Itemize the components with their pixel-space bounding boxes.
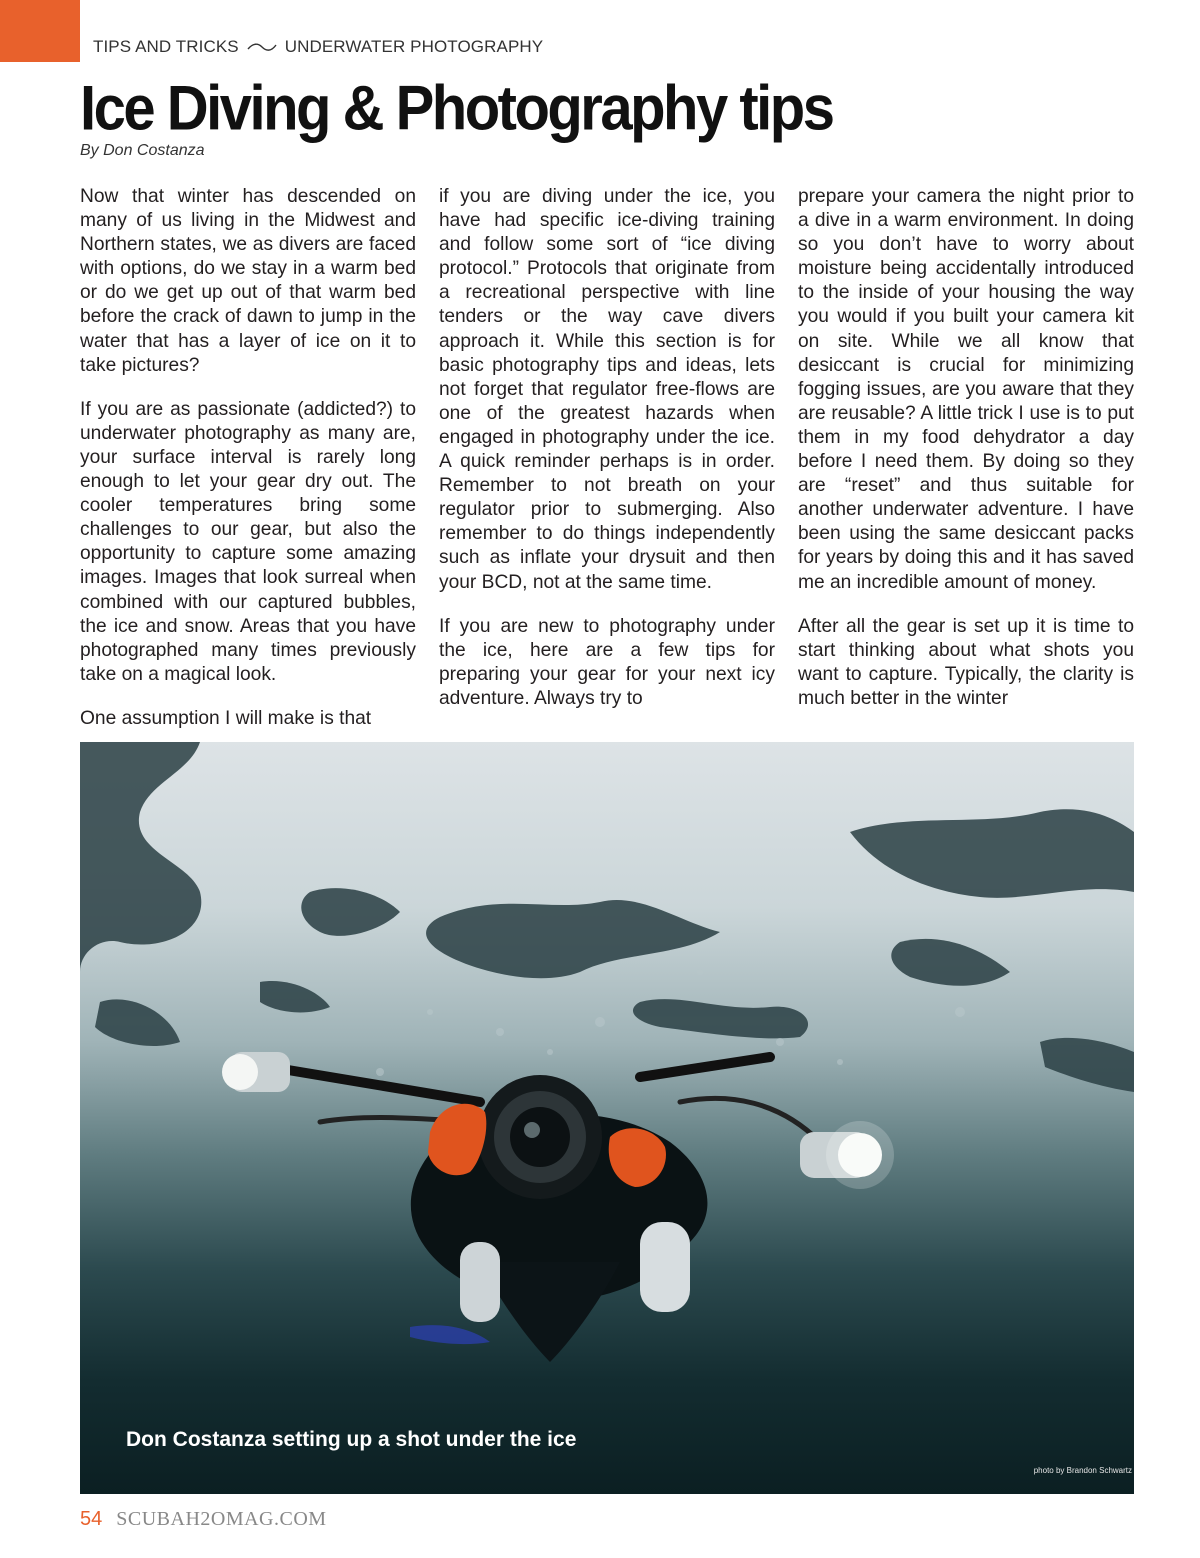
paragraph: If you are new to photography under the ice, here are a few tips for preparing your gear for your next icy adventure. Always try to xyxy=(439,615,775,709)
corner-accent-tab xyxy=(0,0,80,62)
paragraph: If you are as passionate (addicted?) to underwater photography as many are, your surface interval is rarely long enough to let your gear dry out. The cooler temperatures bring some challenges to our gear, but also the opportunity to capture some amazing images. Images that look surreal when combined with our captured bubbles, the ice and snow. Areas that you have photographed many times previously take on a magical look. xyxy=(80,398,416,685)
page-footer xyxy=(80,1508,327,1531)
section-label: TIPS AND TRICKS xyxy=(93,37,239,56)
paragraph: prepare your camera the night prior to a dive in a warm environment. In doing so you don’t have to worry about moisture being accidentally introduced to the inside of your housing the way you would if you built your camera kit on site. While we all know that desiccant is crucial for minimizing fogging issues, are you aware that they are reusable? A little trick I use is to put them in my food dehydrator a day before I need them. By doing so they are “reset” and thus suitable for another underwater adventure. I have been using the same desiccant packs for years by doing this and it has saved me an incredible amount of money. xyxy=(798,186,1134,593)
photo-caption: Don Costanza setting up a shot under the ice xyxy=(126,1428,577,1451)
paragraph: if you are diving under the ice, you have had specific ice-diving training and follow some sort of “ice diving protocol.” Protocols that originate from a recreational perspective with line tenders or the way cave divers approach it. While this section is for basic photography tips and ideas, lets not forget that regulator free-flows are one of the greatest hazards when engaged in photography under the ice. A quick reminder perhaps is in order. Remember to not breath on your regulator prior to submerging. Also remember to do things independently such as inflate your drysuit and then your BCD, not at the same time. xyxy=(439,186,775,593)
article-title: Ice Diving & Photography tips xyxy=(80,73,833,144)
photo-credit: photo by Brandon Schwartz xyxy=(1033,1466,1132,1475)
article-column-2 xyxy=(439,185,775,737)
paragraph: After all the gear is set up it is time to start thinking about what shots you want to capture. Typically, the clarity is much better in the winter xyxy=(798,615,1134,709)
paragraph: One assumption I will make is that xyxy=(80,707,372,729)
article-column-1 xyxy=(80,185,416,737)
article-photo xyxy=(80,742,1134,1494)
magazine-website: SCUBAH2OMAG.COM xyxy=(116,1508,327,1530)
paragraph: Now that winter has descended on many of us living in the Midwest and Northern states, we as divers are faced with options, do we stay in a warm bed or do we get up out of that warm bed before the crack of dawn to jump in the water that has a layer of ice on it to take pictures? xyxy=(80,186,416,376)
subsection-label: UNDERWATER PHOTOGRAPHY xyxy=(284,37,544,56)
article-byline: By Don Costanza xyxy=(80,142,205,159)
article-column-3 xyxy=(798,185,1134,737)
section-header xyxy=(93,34,543,60)
ice-diver-illustration xyxy=(80,742,1134,1494)
wave-divider-icon xyxy=(247,41,277,53)
page-number: 54 xyxy=(80,1508,103,1530)
